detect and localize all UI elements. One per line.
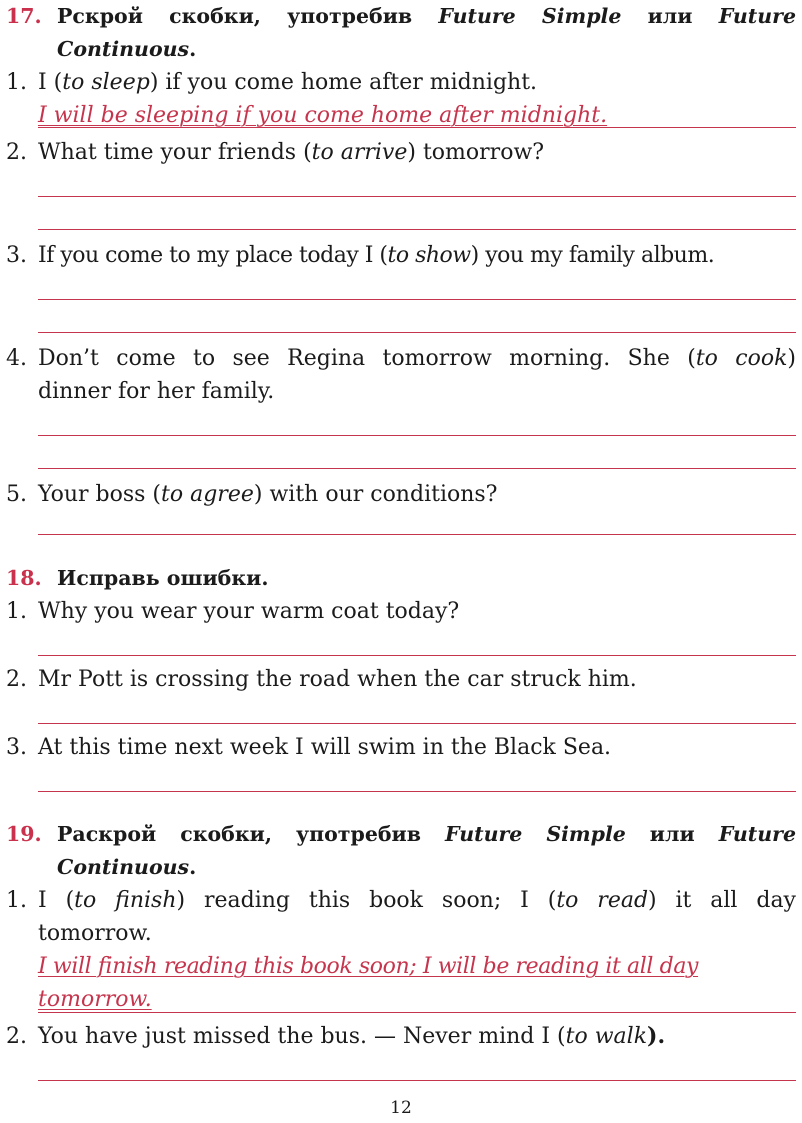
exercise-17 (6, 0, 796, 566)
exercise-item (6, 731, 796, 817)
exercise-item (6, 66, 796, 136)
item-text: I (to sleep) if you come home after midnight. (38, 70, 538, 95)
exercise-title: Раскрой скобки, употребив Future Simple или Future (57, 822, 797, 846)
answer-line[interactable] (38, 655, 796, 656)
item-text: Why you wear your warm coat today? (38, 599, 460, 624)
item-number: 1. (6, 599, 27, 624)
answer-line[interactable] (38, 723, 796, 724)
item-text: Mr Pott is crossing the road when the car struck him. (38, 667, 637, 692)
item-text: I (to finish) reading this book soon; I (to read) it all day (38, 888, 796, 913)
item-number: 4. (6, 346, 27, 371)
exercise-number: 18. (6, 566, 42, 590)
sample-answer: I will finish reading this book soon; I will be reading it all day (38, 954, 699, 979)
page-number: 12 (390, 1098, 412, 1118)
item-text: If you come to my place today I (to show) you my family album. (38, 243, 715, 268)
answer-line[interactable] (38, 299, 796, 300)
item-text: At this time next week I will swim in the Black Sea. (38, 735, 612, 760)
item-number: 2. (6, 140, 27, 165)
item-number: 3. (6, 735, 27, 760)
exercise-title: Рскрой скобки, употребив Future Simple или Future (57, 4, 797, 28)
exercise-18-heading (6, 562, 796, 595)
answer-line[interactable] (38, 534, 796, 535)
exercise-number: 17. (6, 4, 42, 28)
item-number: 3. (6, 243, 27, 268)
exercise-item (6, 663, 796, 731)
item-text-continued: tomorrow. (38, 921, 152, 946)
exercise-item (6, 884, 796, 1020)
answer-line[interactable] (38, 1080, 796, 1081)
answer-line[interactable] (38, 791, 796, 792)
exercise-19-heading: 19. Раскрой скобки, употребив Future Simple или Future Continuous. (6, 818, 796, 884)
exercise-title: Исправь ошибки. (57, 566, 269, 590)
item-number: 2. (6, 667, 27, 692)
answer-line[interactable] (38, 196, 796, 197)
item-text: You have just missed the bus. — Never mind I (to walk). (38, 1023, 666, 1049)
item-text: Don’t come to see Regina tomorrow morning. She (to cook) (38, 346, 796, 371)
answer-line[interactable] (38, 468, 796, 469)
exercise-item (6, 342, 796, 478)
answer-line[interactable] (38, 1012, 796, 1013)
item-text-continued: dinner for her family. (38, 379, 275, 404)
sample-answer: I will be sleeping if you come home after midnight. (38, 103, 608, 128)
item-text: Your boss (to agree) with our conditions? (38, 482, 498, 507)
exercise-item (6, 478, 796, 566)
exercise-19 (6, 818, 796, 1100)
answer-line[interactable] (38, 229, 796, 230)
answer-line[interactable] (38, 435, 796, 436)
answer-line[interactable] (38, 332, 796, 333)
exercise-18 (6, 562, 796, 817)
item-number: 2. (6, 1024, 27, 1049)
exercise-item (6, 595, 796, 663)
exercise-item (6, 136, 796, 239)
item-number: 1. (6, 70, 27, 95)
exercise-item (6, 239, 796, 342)
item-number: 5. (6, 482, 27, 507)
answer-line[interactable] (38, 127, 796, 128)
exercise-17-heading: 17. Рскрой скобки, употребив Future Simple или Future Continuous. (6, 0, 796, 66)
item-text: What time your friends (to arrive) tomorrow? (38, 140, 545, 165)
sample-answer-continued: tomorrow. (38, 987, 152, 1012)
exercise-number: 19. (6, 822, 42, 846)
item-number: 1. (6, 888, 27, 913)
exercise-item (6, 1020, 796, 1100)
